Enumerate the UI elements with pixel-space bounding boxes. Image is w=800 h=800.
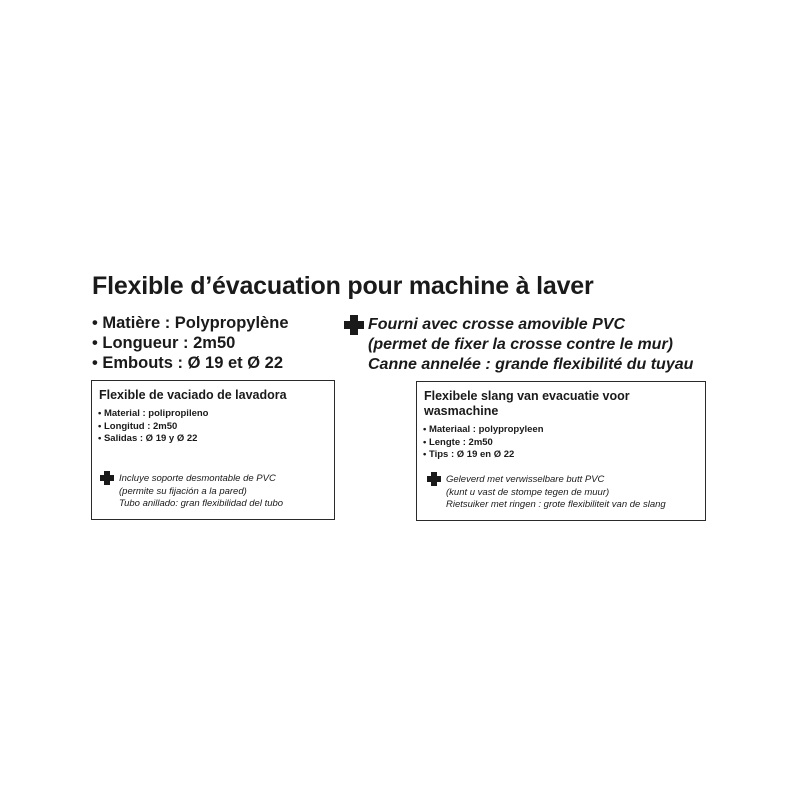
spanish-title: Flexible de vaciado de lavadora: [99, 388, 287, 402]
spec-list-fr: [92, 313, 289, 373]
accessory-line-nl: Geleverd met verwisselbare butt PVC: [446, 474, 605, 485]
spec-list-es: [98, 408, 208, 446]
accessory-line-es: (permite su fijación a la pared): [119, 485, 247, 497]
spec-length-es: • Longitud : 2m50: [98, 420, 178, 432]
accessory-line-es: Tubo anillado: gran flexibilidad del tubo: [119, 498, 284, 509]
dutch-info-box: [416, 381, 706, 521]
accessory-line-es: Incluye soporte desmontable de PVC: [119, 473, 276, 484]
accessory-line-nl: Rietsuiker met ringen : grote flexibiliteit van de slang: [446, 499, 666, 510]
accessory-line-nl: (kunt u vast de stompe tegen de muur): [446, 486, 610, 498]
spec-length-nl: • Lengte : 2m50: [423, 436, 493, 448]
spec-material-fr: • Matière : Polypropylène: [92, 314, 289, 332]
spec-material-nl: • Materiaal : polypropyleen: [423, 424, 544, 435]
accessory-line-fr: (permet de fixer la crosse contre le mur): [368, 336, 673, 353]
accessory-line-fr: Fourni avec crosse amovible PVC: [368, 316, 625, 333]
spec-fittings-fr: • Embouts : Ø 19 et Ø 22: [92, 354, 283, 372]
spec-material-es: • Material : polipropileno: [98, 408, 209, 419]
dutch-title: Flexibele slang van evacuatie voor wasmachine: [424, 389, 630, 418]
spec-length-fr: • Longueur : 2m50: [92, 334, 236, 352]
spanish-info-box: [91, 380, 335, 520]
spec-fittings-es: • Salidas : Ø 19 y Ø 22: [98, 433, 198, 444]
product-title: Flexible d’évacuation pour machine à laver: [92, 272, 594, 300]
spec-fittings-nl: • Tips : Ø 19 en Ø 22: [423, 449, 515, 460]
plus-icon: [427, 472, 441, 486]
plus-icon: [100, 471, 114, 485]
plus-icon: [344, 315, 364, 335]
spec-list-nl: [423, 424, 544, 462]
accessory-line-fr: Canne annelée : grande flexibilité du tuyau: [368, 356, 694, 373]
